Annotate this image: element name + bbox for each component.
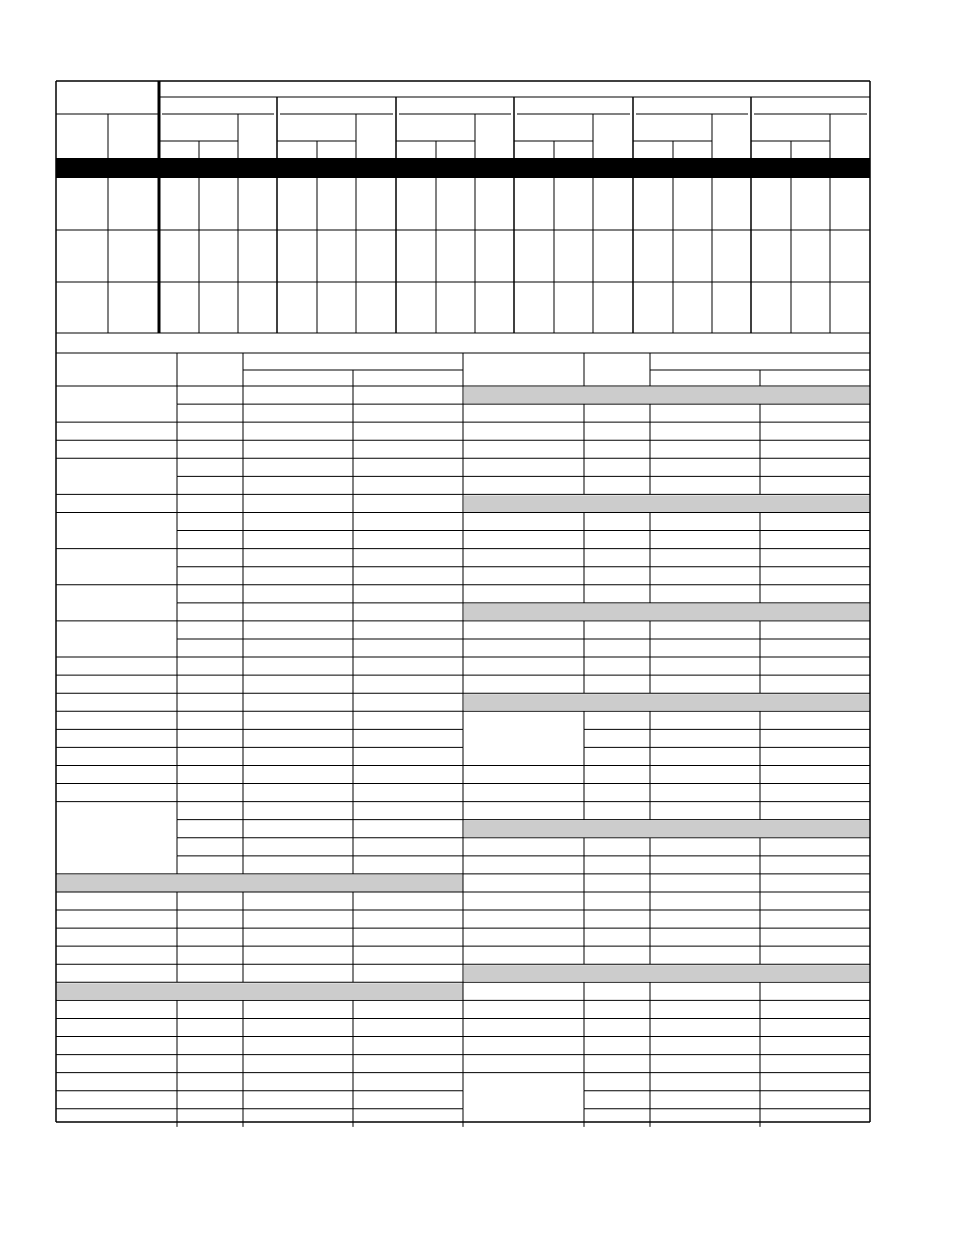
- shaded-row: [464, 495, 869, 512]
- shaded-row: [57, 875, 463, 892]
- shaded-row: [464, 821, 869, 838]
- shaded-row: [464, 387, 869, 404]
- shaded-row: [464, 604, 869, 621]
- shaded-row: [464, 694, 869, 711]
- shaded-row: [57, 983, 463, 1000]
- black-band: [56, 158, 870, 178]
- shaded-row: [464, 965, 869, 982]
